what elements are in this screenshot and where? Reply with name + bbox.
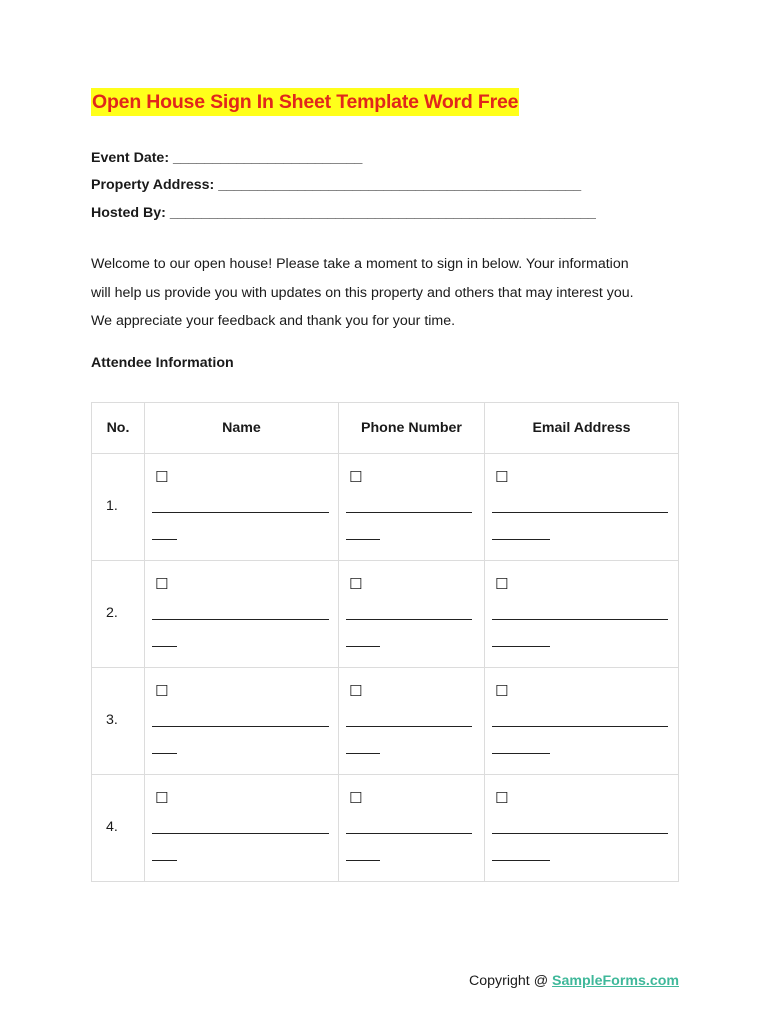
section-heading: Attendee Information [91, 355, 234, 371]
attendee-table [91, 402, 679, 882]
email-blank-line[interactable] [492, 753, 550, 754]
checkbox[interactable]: ☐ [349, 575, 363, 593]
phone-cell [339, 561, 485, 668]
page-title: Open House Sign In Sheet Template Word Free [91, 88, 519, 116]
phone-blank-line[interactable] [346, 753, 380, 754]
name-blank-line[interactable] [152, 646, 177, 647]
checkbox[interactable]: ☐ [155, 789, 169, 807]
row-number: 4. [106, 819, 118, 835]
email-blank-line[interactable] [492, 512, 668, 513]
checkbox[interactable]: ☐ [349, 789, 363, 807]
email-cell [485, 454, 679, 561]
name-blank-line[interactable] [152, 833, 329, 834]
checkbox[interactable]: ☐ [495, 468, 509, 486]
phone-cell [339, 775, 485, 882]
row-number: 3. [106, 712, 118, 728]
phone-cell [339, 668, 485, 775]
table-row [92, 775, 679, 882]
email-cell [485, 668, 679, 775]
email-blank-line[interactable] [492, 833, 668, 834]
intro-line: will help us provide you with updates on this property and others that may interest you. [91, 284, 634, 301]
email-cell [485, 561, 679, 668]
column-header-name: Name [145, 403, 339, 454]
phone-cell [339, 454, 485, 561]
intro-line: Welcome to our open house! Please take a moment to sign in below. Your information [91, 256, 629, 272]
email-blank-line[interactable] [492, 646, 550, 647]
phone-blank-line[interactable] [346, 512, 472, 513]
email-blank-line[interactable] [492, 619, 668, 620]
name-blank-line[interactable] [152, 753, 177, 754]
intro-paragraph [91, 250, 691, 336]
sampleforms-link[interactable]: SampleForms.com [552, 973, 679, 989]
checkbox[interactable]: ☐ [155, 575, 169, 593]
name-blank-line[interactable] [152, 539, 177, 540]
name-cell [145, 561, 339, 668]
checkbox[interactable]: ☐ [495, 682, 509, 700]
name-cell [145, 454, 339, 561]
name-blank-line[interactable] [152, 619, 329, 620]
event-date-field: Event Date: ________________________ [91, 150, 363, 166]
name-blank-line[interactable] [152, 726, 329, 727]
row-number-cell [92, 775, 145, 882]
hosted-by-field: Hosted By: ______________________________________________________ [91, 205, 596, 221]
name-blank-line[interactable] [152, 512, 329, 513]
table-row [92, 668, 679, 775]
table-header-row [92, 403, 679, 454]
phone-blank-line[interactable] [346, 619, 472, 620]
phone-blank-line[interactable] [346, 726, 472, 727]
table-row [92, 454, 679, 561]
phone-blank-line[interactable] [346, 860, 380, 861]
row-number-cell [92, 454, 145, 561]
name-blank-line[interactable] [152, 860, 177, 861]
intro-line: We appreciate your feedback and thank you for your time. [91, 313, 456, 329]
phone-blank-line[interactable] [346, 646, 380, 647]
checkbox[interactable]: ☐ [495, 789, 509, 807]
column-header-no: No. [92, 403, 145, 454]
property-address-field: Property Address: ______________________________________________ [91, 177, 582, 193]
checkbox[interactable]: ☐ [349, 682, 363, 700]
row-number: 1. [106, 498, 118, 514]
name-cell [145, 668, 339, 775]
copyright-footer [469, 973, 679, 989]
email-cell [485, 775, 679, 882]
copyright-text: Copyright @ [469, 973, 553, 989]
checkbox[interactable]: ☐ [155, 682, 169, 700]
email-blank-line[interactable] [492, 860, 550, 861]
column-header-phone: Phone Number [339, 403, 485, 454]
phone-blank-line[interactable] [346, 833, 472, 834]
table-row [92, 561, 679, 668]
phone-blank-line[interactable] [346, 539, 380, 540]
row-number-cell [92, 668, 145, 775]
checkbox[interactable]: ☐ [495, 575, 509, 593]
email-blank-line[interactable] [492, 539, 550, 540]
row-number-cell [92, 561, 145, 668]
email-blank-line[interactable] [492, 726, 668, 727]
name-cell [145, 775, 339, 882]
row-number: 2. [106, 605, 118, 621]
checkbox[interactable]: ☐ [349, 468, 363, 486]
checkbox[interactable]: ☐ [155, 468, 169, 486]
column-header-email: Email Address [485, 403, 679, 454]
